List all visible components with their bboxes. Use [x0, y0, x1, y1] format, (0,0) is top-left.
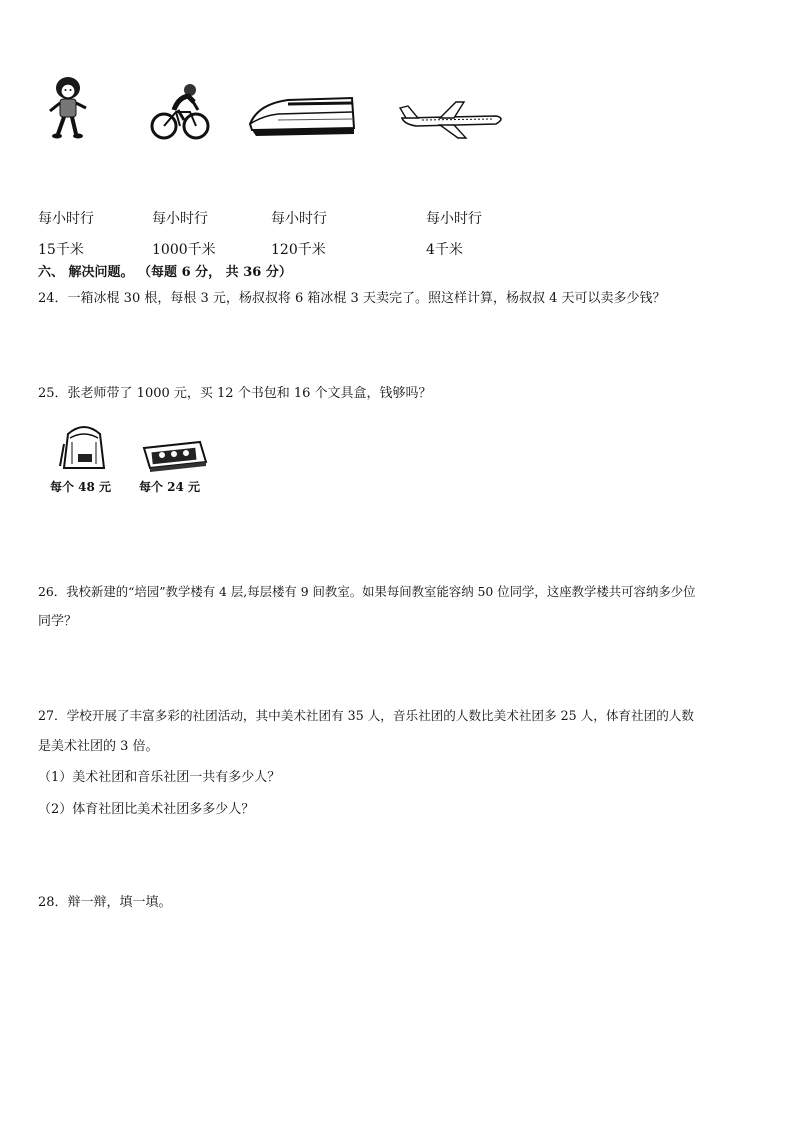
- cyclist-icon: [150, 80, 210, 142]
- speed-value-2: 1000千米: [152, 242, 216, 258]
- speed-value-3: 120千米: [271, 242, 326, 258]
- question-27-line1: 27．学校开展了丰富多彩的社团活动，其中美术社团有 35 人，音乐社团的人数比美术社团多 25 人，体育社团的人数: [38, 708, 694, 723]
- question-26-line2: 同学？: [38, 614, 78, 629]
- speed-label-3: 每小时行: [271, 211, 327, 227]
- train-icon: [248, 94, 358, 138]
- backpack-icon: [58, 424, 110, 474]
- pencil-case-price: 每个 24 元: [139, 480, 201, 494]
- question-27-sub1: （1）美术社团和音乐社团一共有多少人？: [38, 770, 281, 785]
- backpack-price: 每个 48 元: [50, 480, 112, 494]
- section-title: 六、 解决问题。 （每题 6 分， 共 36 分）: [38, 265, 292, 280]
- question-26-line1: 26．我校新建的“培园”教学楼有 4 层,每层楼有 9 间教室。如果每间教室能容纳 50 位同学，这座教学楼共可容纳多少位: [38, 584, 696, 599]
- speed-value-4: 4千米: [426, 242, 463, 258]
- speed-value-1: 15千米: [38, 242, 84, 258]
- question-27-sub2: （2）体育社团比美术社团多多少人？: [38, 802, 255, 817]
- question-28: 28．辩一辩，填一填。: [38, 895, 172, 910]
- pencil-case-icon: [140, 440, 210, 472]
- speed-label-4: 每小时行: [426, 211, 482, 227]
- question-24: 24．一箱冰棍 30 根，每根 3 元，杨叔叔将 6 箱冰棍 3 天卖完了。照这样计算，杨叔叔 4 天可以卖多少钱？: [38, 291, 666, 306]
- airplane-icon: [396, 100, 508, 140]
- speed-label-1: 每小时行: [38, 211, 94, 227]
- question-25: 25．张老师带了 1000 元，买 12 个书包和 16 个文具盒，钱够吗？: [38, 386, 432, 401]
- walking-girl-icon: [46, 74, 92, 140]
- question-27-line2: 是美术社团的 3 倍。: [38, 739, 159, 754]
- speed-label-2: 每小时行: [152, 211, 208, 227]
